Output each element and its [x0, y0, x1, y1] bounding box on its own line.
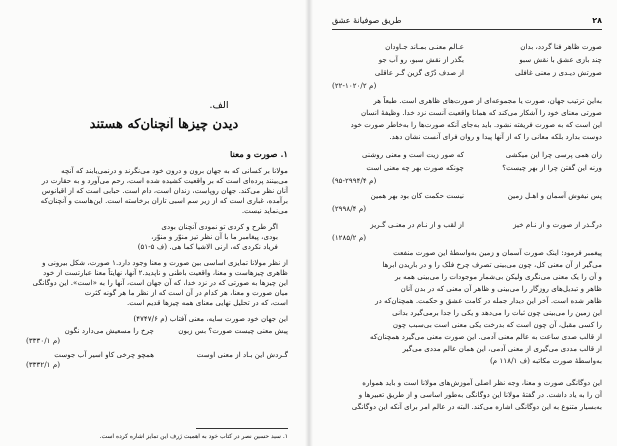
text-line: و آن را یک معنی می‌نگری ولیکن بی‌شمار موجودات را می‌بینی همه بر	[394, 272, 602, 281]
verse-left-hemistich: از لقب و از نـام در معنـی گـریز	[370, 220, 464, 229]
verse-line: فریاد نکردی که، ارنی الاشیا کما هی. (ف ۵-۵۱)	[137, 242, 278, 251]
footnote: ۱. سید حسین نصر در کتاب خود به اهمیت ژرف این تمایز اشاره کرده است.	[99, 433, 288, 440]
text-line: این چیزها به صورتی که در نزد خدا، که آن جهان است، آنها را به «است». این دوگانگی	[32, 278, 288, 287]
verse-right-hemistich: صورت ظاهر فنا گردد، بدان	[520, 42, 602, 51]
text-line: به‌این ترتیب جهان، صورت یا مجموعه‌ای از صورت‌های ظاهری است. طبعاً هر	[373, 96, 602, 105]
verse-right-hemistich: ورنه این گفتن چرا از بهر چیست؟	[502, 163, 602, 172]
chapter-label: الف.	[209, 101, 229, 110]
text-line: میان صورت و معنا، هر کدام در آن است که از نظر ما هر گونه کثرت	[84, 288, 288, 297]
verse-left-hemistich: از صدف دُرّی گزین گـر عاقلی	[374, 68, 464, 77]
text-line: از قالب مددی می‌گیری از معنی آدمی، این همان عالم مددی می‌گیر	[402, 344, 602, 353]
text-line: صورتی معنای خود را آشکار می‌کند که همانا واقعیت آنست نزد خدا. وظیفهٔ انسان	[360, 108, 602, 117]
verse-reference: (م ۲۹۹۴/۴-۹۵)	[332, 176, 377, 185]
text-line: آن را به یاد داشت. در گفتهٔ مولانا این دوگانگی به‌طور اساسی و از طریق تعبیرها و	[358, 390, 602, 399]
running-head: طریق صوفیانهٔ عشق	[332, 16, 402, 25]
verse-right-hemistich: درگـذر از صورت و از نـام خیز	[513, 220, 602, 229]
verse-left-hemistich: چرخ را مسعیش می‌دارد نگون	[64, 326, 154, 335]
text-line: را کسی مقبل، آن چون است که بدرخت یکی معنی است بی‌سبب چون	[392, 320, 602, 329]
text-line: می‌بینند پرده‌ای است که بر واقعیت کشیده شده است، رحم می‌آورد و به حقارت در	[41, 176, 288, 185]
verse-line: بودی، پیغامبر ما با آن نظر تیز منوّر و منوّر،	[151, 232, 278, 241]
verse-left-hemistich: چونکه صورت بهر چه معنی است	[366, 163, 464, 172]
verse-left-hemistich: بگذر از نقش سبو، رو آب جو	[378, 55, 464, 64]
text-line: می‌گیر از آن معنی کل، چون می‌بینی تصرف چرخ فلک را و در باریدن ابرها	[382, 260, 602, 269]
text-line: آنان نظر می‌کند. جهان روپاست، زندان است، دام است. حبابی است که از اقیانوس	[41, 186, 288, 195]
verse-line: اگر طرح و کردی تو نمودی آنچنان بودی	[161, 222, 278, 231]
header-rule	[332, 29, 602, 30]
text-line: به‌بسیار متنوع به این دوگانگی اشاره می‌کند. البته در عالم امر برای آنکه این دوگانگی	[351, 402, 602, 411]
verse-right-hemistich: چند بازی عشق با نقش سبو	[519, 55, 602, 64]
book-gutter	[305, 0, 313, 446]
verse-right-hemistich: گـردش این بـاد از معنی اوست	[196, 350, 288, 359]
verse-reference: (م ۳۳۳۰/۱)	[26, 336, 61, 345]
verse-right-hemistich: زان همی پرسی چرا این میکشی	[505, 150, 602, 159]
footnote-rule	[196, 428, 288, 429]
verse-line: این جهان خود صورت سایه، معنی آفتاب (م ۴۷۴۷/۶)	[133, 314, 288, 323]
text-line: برآمده، غباری است که از زیر سم اسبی تازان برخاسته است. این‌هاست و آنچنان‌که	[40, 196, 288, 205]
verse-right-hemistich: صورتش دیـدی ز معنی غافلی	[515, 68, 602, 77]
verse-left-hemistich: همچو چرخی کاو اسیر آب جوست	[54, 350, 154, 359]
verse-right-hemistich: پس نیفوش آسمان و اهـل زمین	[507, 191, 602, 200]
section-heading: ۱. صورت و معنا	[229, 151, 288, 160]
text-line: به‌واسطهٔ صورت مکاتبه (ف ۱۱۸/۱ م)	[490, 356, 602, 365]
text-line: ظاهر شده است. آخر این دیدار جمله در کامت عشق و حکمت. همچنان‌که در	[375, 296, 602, 305]
verse-right-hemistich: پیش معنی چیست صورت؟ بس زبون	[178, 326, 288, 335]
text-line: دوست بدارد بلکه معانی را که از آنها پیدا و روان فرای آنست نشان دهد.	[389, 132, 602, 141]
verse-reference: (م ۱۲۸۵/۲)	[332, 233, 367, 242]
text-line: این زمین را می‌بینی چون ثبات را می‌دهد و یکی را جدا برمی‌گیرد بدانی	[392, 308, 602, 317]
verse-left-hemistich: نیست حکمت کان بود بهر همین	[370, 191, 464, 200]
text-line: از نظر مولانا تمایزی اساسی بین صورت و معنا وجود دارد.۱ صورت، شکل بیرونی و	[42, 258, 288, 267]
text-line: این است که به صورت فریفته نشود. باید به‌جای آنکه صورت‌ها را به‌خاطر صورت خود	[350, 120, 602, 129]
verse-left-hemistich: که صور زیت است و معنی روشنی	[362, 150, 464, 159]
verse-reference: (م ۱۰۲۰/۲-۲۲)	[332, 81, 377, 90]
text-line: ظاهری چیزهاست و معنا، واقعیت باطنی و ناپدید.۲ آنها، نهایتاً معنا عبارتست از خود	[43, 268, 288, 277]
text-line: پیغمبر فرمود: اینک صورت آسمان و زمین به‌واسطهٔ این صورت منفعت	[393, 248, 602, 257]
text-line: مولانا بر کسانی که به جهان برون و درون خود می‌نگرند و درنمی‌یابند که آنچه	[61, 166, 288, 175]
page-number: ۲۸	[592, 16, 602, 25]
text-line: می‌نماید نیست.	[241, 206, 288, 215]
page-header	[332, 16, 602, 28]
verse-reference: (م ۲۹۹۸/۴)	[332, 204, 367, 213]
text-line: ظاهر و تبدیل‌های روزگار را می‌بینی و ظاهر آن معنی که در بدن آنان	[400, 284, 602, 293]
verse-left-hemistich: عـالم معنـی بمـاند جـاودان	[385, 42, 464, 51]
text-line: است، که در تحلیل نهایی معنای همه چیزها قدیم است.	[126, 298, 288, 307]
chapter-title: دیدن چیزها آنچنان‌که هستند	[89, 117, 239, 132]
verse-reference: (م ۳۳۳۲/۱)	[26, 360, 61, 369]
text-line: این دوگانگی صورت و معنا، وجه نظر اصلی آموزش‌های مولانا است و باید همواره	[362, 378, 602, 387]
text-line: از قالب صدی ساعت به عالم معنی آدمی. این صورت معنی می‌گیرد همچنان‌که	[369, 332, 602, 341]
